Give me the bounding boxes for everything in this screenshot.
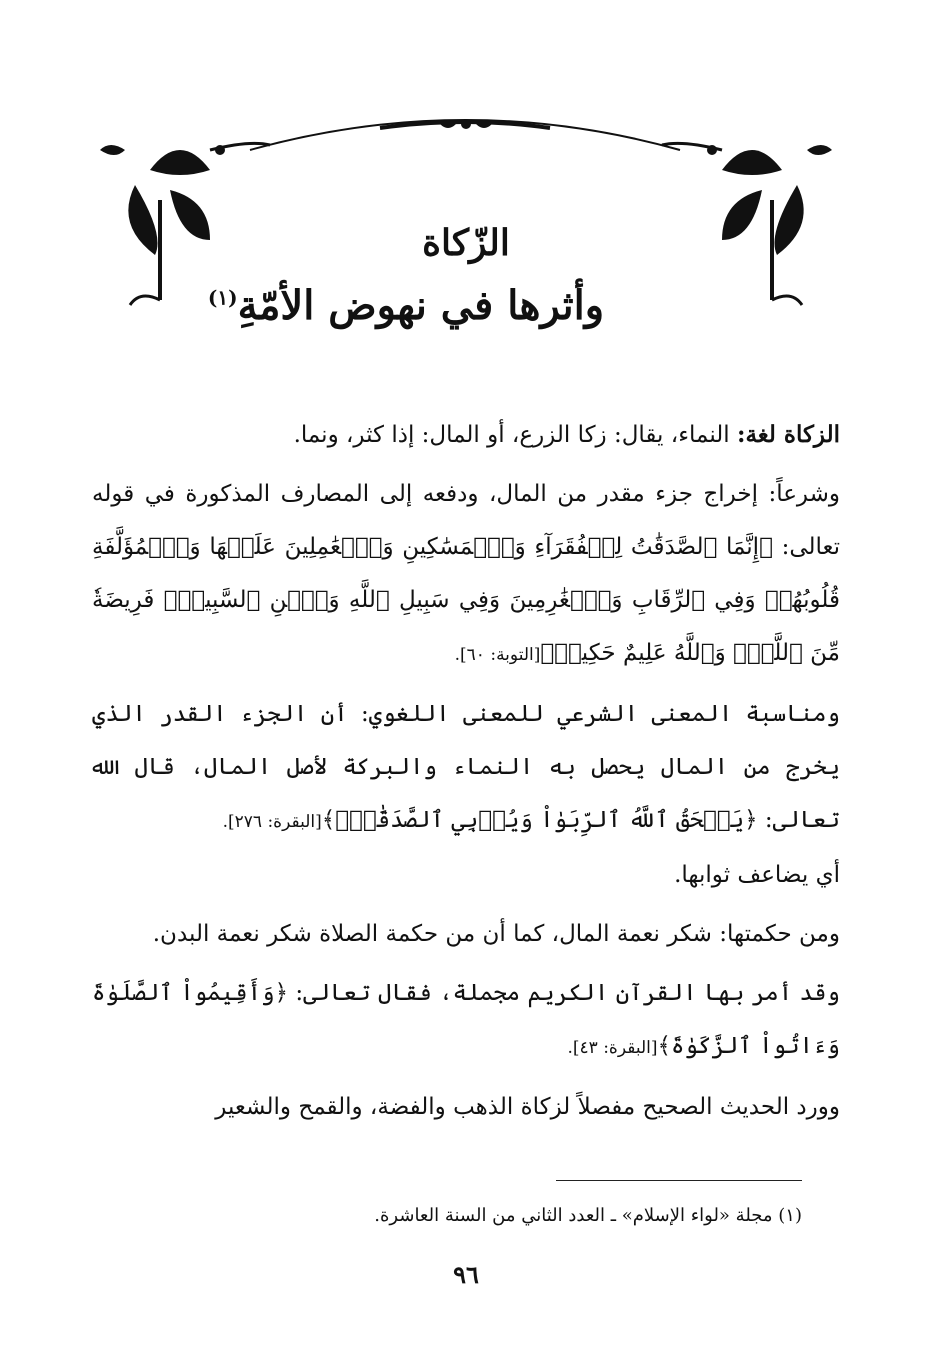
chapter-subtitle [0,282,872,329]
paragraph-text: النماء، يقال: زكا الزرع، أو المال: إذا كثر، ونما. [293,422,737,448]
paragraph-text: وقد أمر بها القرآن الكريم مجملة، فقال تعالى: ﴿وَأَقِيمُواْ ٱلصَّلَوٰةَ وَءَاتُواْ ٱلزَّكَوٰةَ﴾ [92,980,840,1059]
paragraph-hadith [92,1081,840,1134]
quran-reference: [التوبة: ٦٠]. [454,645,541,665]
body-text [92,408,840,1134]
page-number: ٩٦ [453,1260,479,1289]
paragraph-text: ومناسبة المعنى الشرعي للمعنى اللغوي: أن الجزء القدر الذي يخرج من المال يحصل به النماء والبركة لأصل المال، قال الله تعالى: ﴿يَمۡحَقُ ٱللَّهُ ٱلرِّبَوٰاْ وَيُرۡبِي ٱلصَّدَقَٰتِۗ﴾ [92,701,840,833]
chapter-title: الزّكاة [422,222,510,264]
paragraph-multiply [92,849,840,902]
paragraph-relation [92,688,840,849]
paragraph-text: أي يضاعف ثوابها. [674,862,840,888]
quran-reference: [البقرة: ٤٣]. [567,1038,658,1058]
paragraph-definition-shar [92,468,840,682]
chapter-subtitle-text: وأثرها في نهوض الأمّةِ [237,282,605,329]
paragraph-command [92,967,840,1075]
paragraph-text: وورد الحديث الصحيح مفصلاً لزكاة الذهب والفضة، والقمح والشعير [215,1094,840,1120]
paragraph-definition-lang [92,408,840,462]
paragraph-text: ومن حكمتها: شكر نعمة المال، كما أن من حكمة الصلاة شكر نعمة البدن. [152,921,840,947]
footnote-divider [556,1180,802,1181]
paragraph-text: وشرعاً: إخراج جزء مقدر من المال، ودفعه إلى المصارف المذكورة في قوله تعالى: ﴿إِنَّمَا ٱلصَّدَقَٰتُ لِلۡفُقَرَآءِ وَٱلۡمَسَٰكِينِ وَٱلۡعَٰمِلِينَ عَلَيۡهَا وَٱلۡمُؤَلَّفَةِ قُلُوبُهُمۡ وَفِي ٱلرِّقَابِ وَٱلۡغَٰرِمِينَ وَفِي سَبِيلِ ٱللَّهِ وَٱبۡنِ ٱلسَّبِيلِۖ فَرِيضَةٗ مِّنَ ٱللَّهِۗ وَٱللَّهُ عَلِيمٌ حَكِيمٞ﴾ [92,481,840,666]
paragraph-wisdom [92,908,840,961]
footnote: (١) مجلة «لواء الإسلام» ـ العدد الثاني من السنة العاشرة. [374,1205,802,1226]
title-ornament-frame [80,110,852,310]
paragraph-lead: الزكاة لغة: [736,421,840,448]
footnote-marker: (١) [207,285,238,310]
quran-reference: [البقرة: ٢٧٦]. [222,812,322,832]
